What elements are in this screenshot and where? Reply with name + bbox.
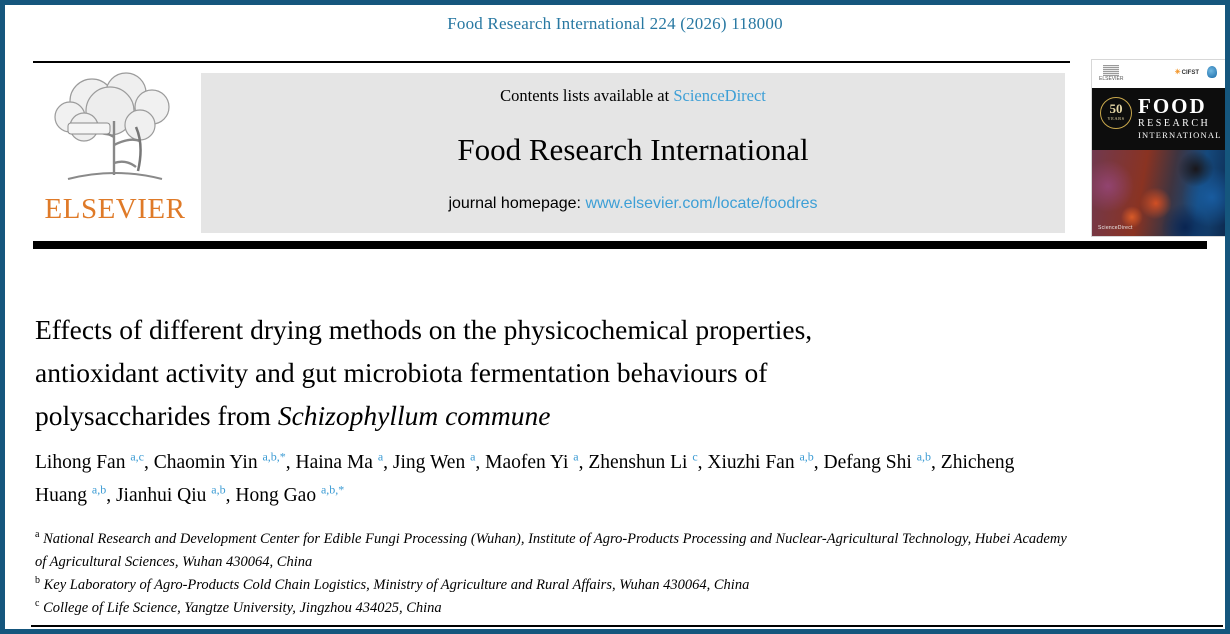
affiliation: $^a$ National Research and Development Center for Edible Fungi Processing (Wuhan), Institute of Agro-Products Processing and Nuclear-Agricultural Technology, Hubei Academy of Agricultural Sciences, Wuhan 430064, China (35, 529, 1067, 570)
author (707, 449, 814, 473)
author-name: Xiuzhi Fan (707, 452, 795, 473)
author-affiliation-superscript[interactable]: a,b,* (262, 449, 286, 464)
affiliation: $^c$ College of Life Science, Yangtze University, Jingzhou 434025, China (35, 598, 442, 616)
sciencedirect-link[interactable]: ScienceDirect (673, 86, 766, 105)
author (235, 482, 345, 506)
author-affiliation-superscript[interactable]: a (377, 449, 384, 464)
cover-top-strip (1092, 60, 1225, 88)
journal-banner (201, 73, 1065, 233)
fifty-years-badge (1100, 97, 1132, 129)
author (823, 449, 932, 473)
title-line: polysaccharides from Schizophyllum commune (35, 400, 551, 431)
mini-elsevier-label: ELSEVIER (1099, 76, 1124, 82)
journal-title: Food Research International (457, 132, 809, 167)
affiliation-list (35, 528, 1080, 620)
contents-line (201, 86, 1065, 106)
elsevier-wordmark: ELSEVIER (44, 193, 186, 225)
author-affiliation-superscript[interactable]: a,b,* (320, 482, 345, 497)
author-name: Jing Wen (392, 452, 466, 473)
author (295, 449, 384, 473)
cover-masthead (1092, 88, 1225, 150)
author-list: Lihong Fan $^{a,c}$, Chaomin Yin $^{a,b,*}$, Haina Ma $^a$, Jing Wen $^a$, Maofen Yi $^a$, Zhenshun Li $^c$, Xiuzhi Fan $^{a,b}$, Defang Shi $^{a,b}$, Zhicheng Huang $^{a,b}$, Jianhui Qiu $^{a,b}$, Hong Gao $^{a,b,*}$ (35, 449, 1015, 506)
mini-tree-icon (1103, 65, 1119, 76)
cover-artwork (1092, 150, 1225, 236)
non-solus-banner (68, 123, 110, 134)
author (588, 449, 698, 473)
section-divider-rule (31, 625, 1223, 627)
cover-title (1138, 95, 1222, 141)
author-affiliation-superscript[interactable]: a (573, 449, 579, 464)
author-name: Lihong Fan (35, 452, 126, 473)
article-title (35, 308, 1050, 437)
badge-caption: YEARS (1107, 116, 1125, 121)
affiliation-marker: a (35, 529, 40, 541)
cover-elsevier-mini-logo (1099, 65, 1123, 83)
header-divider-bar (33, 241, 1207, 249)
author-affiliation-superscript[interactable]: a,b (799, 449, 814, 464)
homepage-prefix: journal homepage: (448, 195, 586, 212)
author-name: Jianhui Qiu (115, 485, 207, 506)
cover-cifst-logo: ✳ CIFST (1175, 68, 1199, 76)
top-rule (33, 61, 1070, 63)
homepage-url-link[interactable]: www.elsevier.com/locate/foodres (585, 195, 818, 212)
cover-sciencedirect-label: ScienceDirect (1098, 225, 1133, 231)
journal-cover-thumbnail (1092, 60, 1225, 236)
author-affiliation-superscript[interactable]: a,b (211, 482, 226, 497)
affiliation: $^b$ Key Laboratory of Agro-Products Cold Chain Logistics, Ministry of Agriculture and Rural Affairs, Wuhan 430064, China (35, 575, 750, 593)
author-affiliation-superscript[interactable]: a,b (91, 482, 107, 497)
title-line: antioxidant activity and gut microbiota fermentation behaviours of (35, 357, 768, 388)
cover-title-line: FOOD (1138, 94, 1207, 118)
author-affiliation-superscript[interactable]: a,b (916, 449, 932, 464)
author-name: Defang Shi (823, 452, 912, 473)
author (485, 449, 579, 473)
cover-title-line: INTERNATIONAL (1138, 130, 1222, 140)
author-name: Maofen Yi (485, 452, 569, 473)
badge-number: 50 (1109, 101, 1123, 116)
species-name: Schizophyllum commune (277, 400, 551, 431)
author (392, 449, 476, 473)
homepage-line (201, 195, 1065, 213)
author-name: Hong Gao (235, 485, 317, 506)
page-citation: Food Research International 224 (2026) 118000 (447, 14, 783, 33)
cover-society-emblem-icon (1207, 66, 1217, 78)
elsevier-logo (33, 67, 197, 233)
title-line: Effects of different drying methods on the physicochemical properties, (35, 314, 813, 345)
author-name: Haina Ma (295, 452, 373, 473)
author-affiliation-superscript[interactable]: c (692, 449, 698, 464)
affiliation-marker: b (35, 575, 40, 587)
elsevier-tree-icon (40, 67, 190, 195)
author-name: Zhenshun Li (588, 452, 688, 473)
author (115, 482, 226, 506)
author-affiliation-superscript[interactable]: a,c (130, 449, 144, 464)
author (35, 449, 144, 473)
author-affiliation-superscript[interactable]: a (470, 449, 476, 464)
author-name: Zhicheng Huang (35, 452, 1015, 506)
author-name: Chaomin Yin (153, 452, 258, 473)
cover-title-line: RESEARCH (1138, 118, 1211, 129)
affiliation-marker: c (35, 598, 40, 610)
contents-prefix: Contents lists available at (500, 86, 674, 105)
author (153, 449, 286, 473)
